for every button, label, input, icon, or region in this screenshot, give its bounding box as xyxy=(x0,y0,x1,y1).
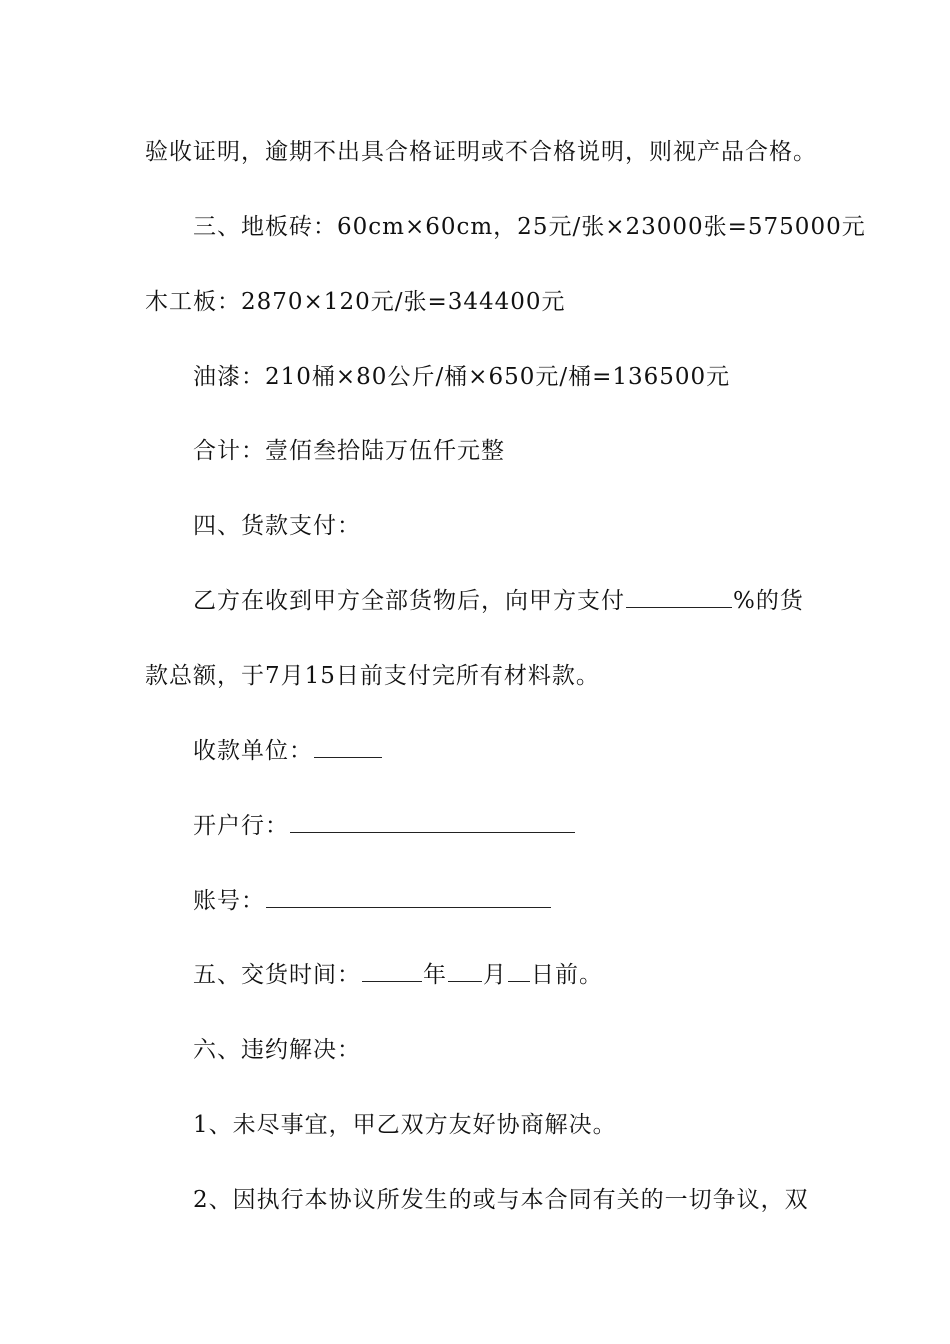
delivery-year-label: 年 xyxy=(423,962,447,988)
text-line-payee xyxy=(193,736,383,766)
text-line-clause-2: 2、因执行本协议所发生的或与本合同有关的一切争议，双 xyxy=(193,1187,809,1213)
text-line-paint: 油漆：210桶×80公斤/桶×650元/桶=136500元 xyxy=(193,364,731,390)
account-label: 账号： xyxy=(193,888,265,914)
text-line-delivery-time xyxy=(193,960,603,990)
payee-blank xyxy=(314,737,382,758)
text-line-total: 合计：壹佰叁拾陆万伍仟元整 xyxy=(193,438,505,464)
text-line-bank xyxy=(193,811,576,841)
delivery-prefix: 五、交货时间： xyxy=(193,962,361,988)
bank-label: 开户行： xyxy=(193,813,289,839)
payment-prefix: 乙方在收到甲方全部货物后，向甲方支付 xyxy=(193,588,625,614)
section-heading-dispute: 六、违约解决： xyxy=(193,1037,361,1063)
text-line-plywood: 木工板：2870×120元/张=344400元 xyxy=(145,289,566,315)
text-line-account xyxy=(193,886,552,916)
delivery-day-label: 日前。 xyxy=(531,962,603,988)
payment-suffix: %的货 xyxy=(733,588,804,614)
text-line-payment-deadline: 款总额，于7月15日前支付完所有材料款。 xyxy=(145,663,600,689)
payment-percent-blank xyxy=(626,587,732,608)
section-heading-payment: 四、货款支付： xyxy=(193,513,361,539)
delivery-year-blank xyxy=(362,961,422,982)
payee-label: 收款单位： xyxy=(193,738,313,764)
text-line-payment-terms xyxy=(193,586,804,616)
text-line-floor-tiles: 三、地板砖：60cm×60cm，25元/张×23000张=575000元 xyxy=(193,214,866,240)
text-line-clause-1: 1、未尽事宜，甲乙双方友好协商解决。 xyxy=(193,1112,617,1138)
delivery-day-blank xyxy=(508,961,530,982)
delivery-month-blank xyxy=(448,961,482,982)
delivery-month-label: 月 xyxy=(483,962,507,988)
bank-blank xyxy=(290,812,575,833)
account-blank xyxy=(266,887,551,908)
text-line-acceptance: 验收证明，逾期不出具合格证明或不合格说明，则视产品合格。 xyxy=(145,139,817,165)
